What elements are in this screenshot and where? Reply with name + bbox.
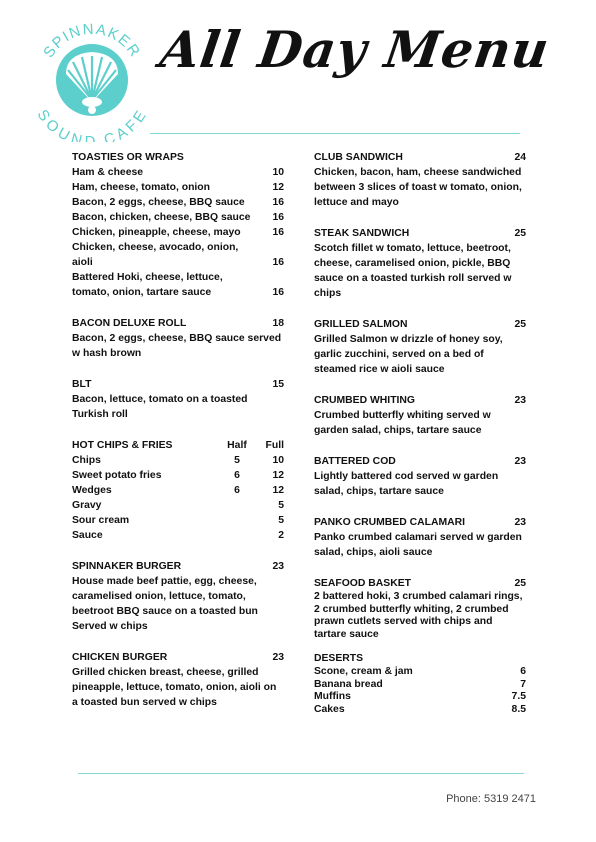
item-half-price: 6 (234, 470, 240, 481)
section-blt (72, 377, 284, 422)
section-description: Crumbed butterfly whiting served w garden salad, chips, tartare sauce (314, 410, 491, 436)
item-full-price: 5 (278, 515, 284, 526)
item-name: Gravy (72, 500, 102, 511)
section-heading: HOT CHIPS & FRIES (72, 440, 173, 451)
item-name: Muffins (314, 691, 351, 702)
section-price: 25 (514, 578, 526, 589)
shell-icon (26, 14, 158, 142)
section-price: 18 (272, 318, 284, 329)
list-item (72, 528, 284, 543)
list-item (72, 513, 284, 528)
item-half-price (218, 513, 256, 528)
item-name: tomato, onion, tartare sauce (72, 287, 212, 298)
header-divider (150, 133, 520, 134)
item-price: 12 (272, 182, 284, 193)
item-name: Ham & cheese (72, 167, 144, 178)
menu-column-right (314, 150, 526, 732)
section-price: 24 (514, 152, 526, 163)
item-price: 7 (520, 678, 526, 690)
section-deserts (314, 651, 526, 716)
section-panko-calamari (314, 515, 526, 560)
item-name: Battered Hoki, cheese, lettuce, (72, 272, 223, 283)
menu-column-left (72, 150, 284, 726)
item-name: Chips (72, 455, 101, 466)
item-name: Banana bread (314, 678, 383, 690)
item-full-price: 5 (278, 500, 284, 511)
list-item (72, 195, 284, 210)
item-half-price (218, 528, 256, 543)
footer-divider (78, 773, 524, 774)
list-item (72, 468, 284, 483)
section-steak-sandwich (314, 226, 526, 301)
section-description: Grilled chicken breast, cheese, grilled pineapple, lettuce, tomato, onion, aioli on a toasted bun served w chips (72, 667, 277, 708)
item-price: 16 (272, 197, 284, 208)
full-label: Full (265, 440, 284, 451)
section-price: 25 (514, 319, 526, 330)
section-description: Lightly battered cod served w garden salad, chips, tartare sauce (314, 471, 499, 497)
section-crumbed-whiting (314, 393, 526, 438)
section-heading: DESERTS (314, 653, 364, 664)
section-description: Bacon, 2 eggs, cheese, BBQ sauce served w hash brown (72, 333, 282, 359)
section-description: House made beef pattie, egg, cheese, caramelised onion, lettuce, tomato, beetroot BBQ sauce on a toasted bun Served w chips (72, 576, 258, 632)
item-price: 16 (272, 212, 284, 223)
section-heading: BACON DELUXE ROLL (72, 318, 187, 329)
item-name: Ham, cheese, tomato, onion (72, 182, 210, 193)
section-price: 23 (514, 395, 526, 406)
item-name: Bacon, chicken, cheese, BBQ sauce (72, 212, 251, 223)
item-half-price (218, 498, 256, 513)
section-heading: BATTERED COD (314, 456, 396, 467)
item-half-price: 6 (234, 485, 240, 496)
section-club-sandwich (314, 150, 526, 210)
list-item (72, 255, 284, 270)
section-heading: TOASTIES OR WRAPS (72, 152, 184, 163)
half-label: Half (227, 440, 247, 451)
section-heading: SEAFOOD BASKET (314, 578, 411, 589)
item-full-price: 12 (272, 470, 284, 481)
item-price: 8.5 (511, 703, 526, 715)
section-price: 23 (514, 517, 526, 528)
section-description: Grilled Salmon w drizzle of honey soy, garlic zucchini, served on a bed of steamed rice w aioli sauce (314, 334, 503, 375)
section-heading: BLT (72, 379, 92, 390)
list-item (314, 691, 526, 704)
section-heading: GRILLED SALMON (314, 319, 408, 330)
section-description: 2 battered hoki, 3 crumbed calamari rings, 2 crumbed butterfly whiting, 2 crumbed prawn cutlets served with chips and tartare sauce (314, 591, 523, 640)
list-item (72, 240, 284, 255)
item-name: Sauce (72, 530, 103, 541)
section-heading: CHICKEN BURGER (72, 652, 168, 663)
item-price (278, 240, 284, 255)
item-name: aioli (72, 257, 93, 268)
list-item (72, 165, 284, 180)
list-item (72, 210, 284, 225)
item-price (278, 270, 284, 285)
section-toasties (72, 150, 284, 300)
item-price: 16 (272, 257, 284, 268)
section-heading: SPINNAKER BURGER (72, 561, 182, 572)
section-description: Chicken, bacon, ham, cheese sandwiched between 3 slices of toast w tomato, onion, lettuce and mayo (314, 167, 522, 208)
section-chicken-burger (72, 650, 284, 710)
section-seafood-basket (314, 576, 526, 641)
item-full-price: 10 (272, 455, 284, 466)
list-item (72, 180, 284, 195)
phone-number: Phone: 5319 2471 (446, 793, 536, 805)
item-price: 7.5 (511, 691, 526, 702)
section-price: 25 (514, 228, 526, 239)
cafe-logo (26, 14, 158, 142)
list-item (72, 270, 284, 285)
item-name: Cakes (314, 703, 345, 715)
item-name: Sour cream (72, 515, 130, 526)
logo-top-text: SPINNAKER (40, 20, 144, 61)
section-hot-chips (72, 438, 284, 543)
section-description: Scotch fillet w tomato, lettuce, beetroot, cheese, caramelised onion, pickle, BBQ sauce on a toasted turkish roll served w chips (314, 243, 512, 299)
section-price: 23 (272, 652, 284, 663)
list-item (314, 666, 526, 679)
item-price: 16 (272, 287, 284, 298)
list-item (72, 498, 284, 513)
section-battered-cod (314, 454, 526, 499)
item-full-price: 12 (272, 485, 284, 496)
item-name: Chicken, pineapple, cheese, mayo (72, 227, 241, 238)
list-item (72, 225, 284, 240)
section-description: Bacon, lettuce, tomato on a toasted Turkish roll (72, 394, 248, 420)
section-heading: CLUB SANDWICH (314, 152, 403, 163)
menu-title: All Day Menu (156, 20, 554, 79)
section-price: 15 (272, 379, 284, 390)
list-item (72, 285, 284, 300)
logo-bottom-text: SOUND CAFE (33, 106, 151, 142)
section-spinnaker-burger (72, 559, 284, 634)
item-price: 16 (272, 227, 284, 238)
section-price: 23 (514, 456, 526, 467)
item-half-price: 5 (234, 455, 240, 466)
item-price: 6 (520, 666, 526, 677)
item-name: Scone, cream & jam (314, 666, 413, 677)
list-item (72, 453, 284, 468)
list-item (314, 679, 526, 692)
item-full-price: 2 (278, 530, 284, 541)
item-name: Chicken, cheese, avocado, onion, (72, 242, 239, 253)
section-bacon-deluxe (72, 316, 284, 361)
section-price: 23 (272, 561, 284, 572)
section-heading: PANKO CRUMBED CALAMARI (314, 517, 466, 528)
section-description: Panko crumbed calamari served w garden salad, chips, aioli sauce (314, 532, 522, 558)
item-name: Bacon, 2 eggs, cheese, BBQ sauce (72, 197, 245, 208)
section-grilled-salmon (314, 317, 526, 377)
item-name: Sweet potato fries (72, 470, 162, 481)
item-price: 10 (272, 167, 284, 178)
section-heading: CRUMBED WHITING (314, 395, 416, 406)
list-item (314, 704, 526, 717)
list-item (72, 483, 284, 498)
item-name: Wedges (72, 485, 112, 496)
section-heading: STEAK SANDWICH (314, 228, 410, 239)
